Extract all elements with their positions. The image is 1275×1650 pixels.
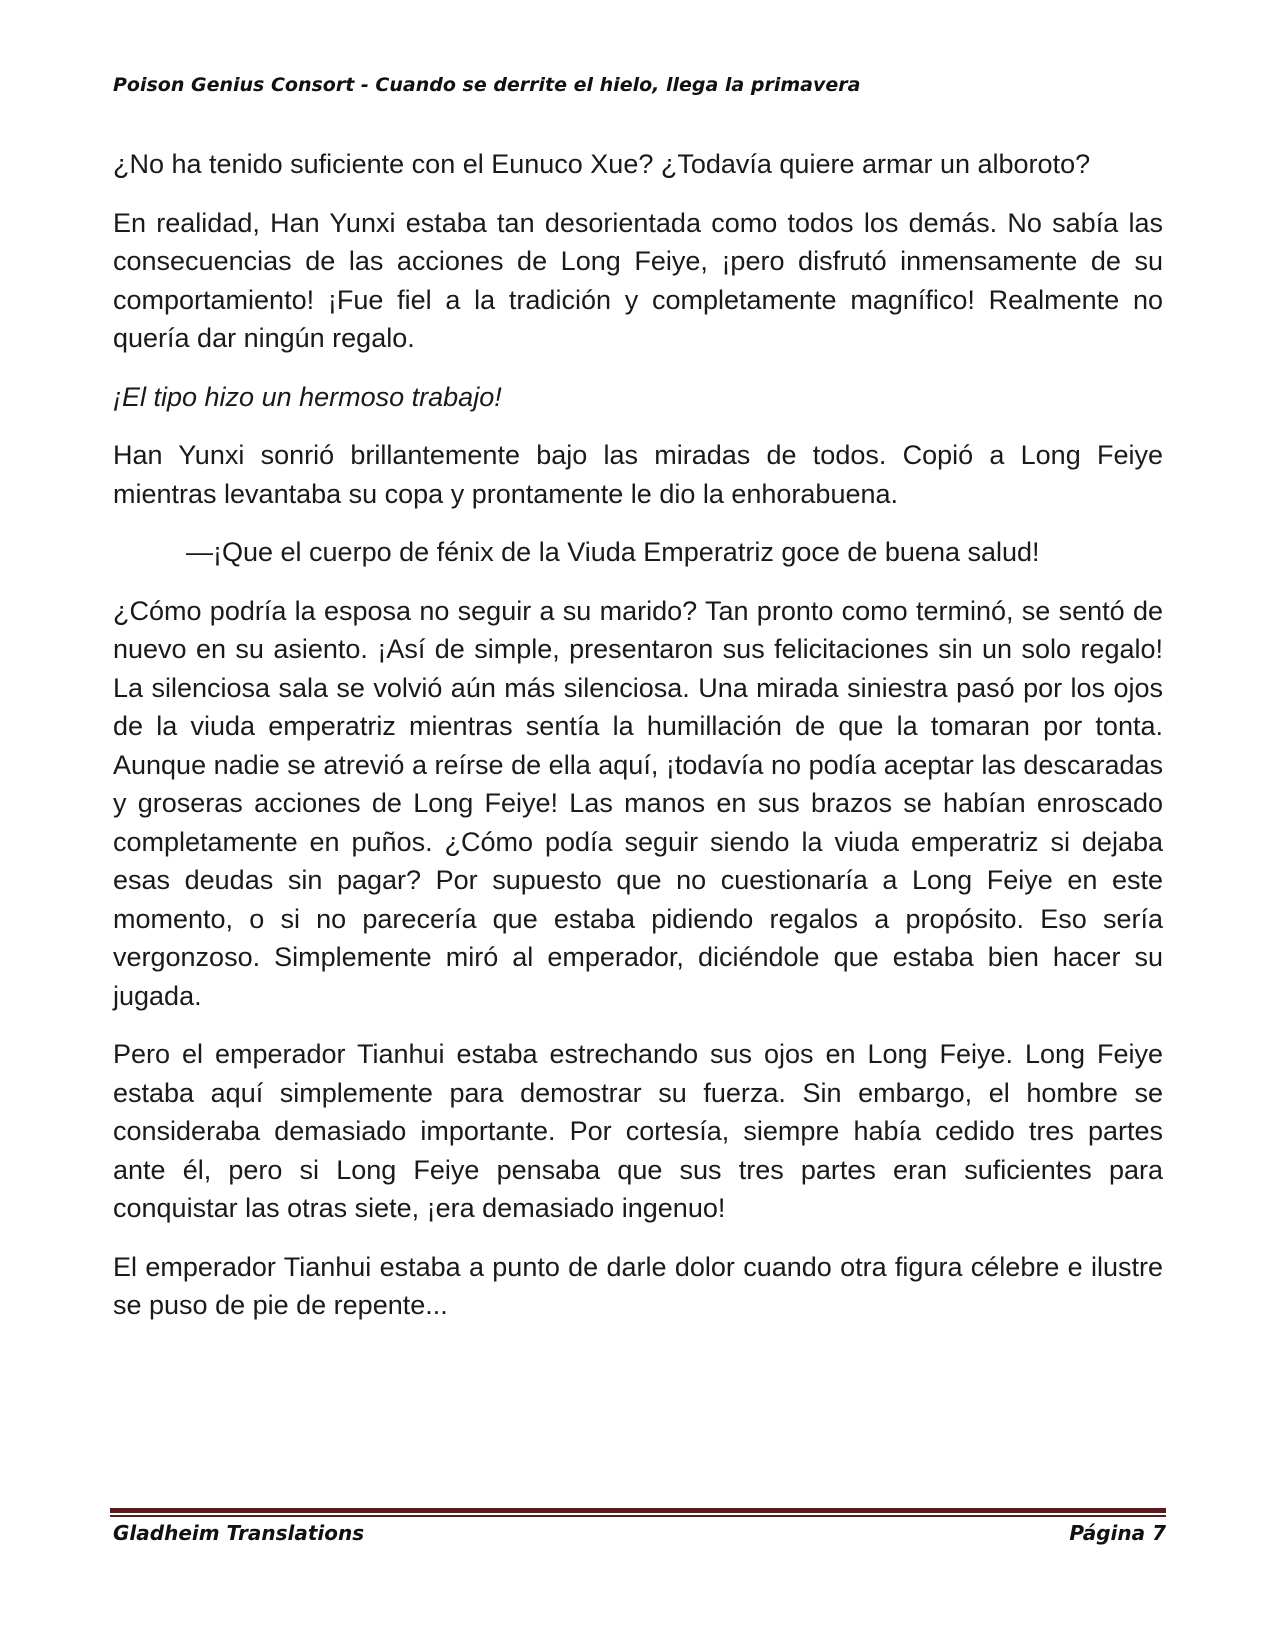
running-header: Poison Genius Consort - Cuando se derrite el hielo, llega la primavera [113,74,861,96]
paragraph-1: ¿No ha tenido suficiente con el Eunuco Xue? ¿Todavía quiere armar un alboroto? [113,149,1091,179]
paragraph-2: En realidad, Han Yunxi estaba tan desorientada como todos los demás. No sabía las consecuencias de las acciones de Long Feiye, ¡pero disfrutó inmensamente de su comportamiento! ¡Fue fiel a la tradición y completamente magnífico! Realmente no quería dar ningún regalo. [113,207,1163,353]
footer-divider-thin [110,1515,1166,1517]
footer-page-number: Página 7 [1069,1521,1166,1545]
paragraph-7: Pero el emperador Tianhui estaba estrechando sus ojos en Long Feiye. Long Feiye estaba aquí simplemente para demostrar su fuerza. Sin embargo, el hombre se consideraba demasiado importante. Por cortesía, siempre había cedido tres partes ante él, pero si Long Feiye pensaba que sus tres partes eran suficientes para conquistar las otras siete, ¡era demasiado ingenuo! [113,1039,1163,1223]
paragraph-8: El emperador Tianhui estaba a punto de darle dolor cuando otra figura célebre e ilustre se puso de pie de repente... [113,1251,1163,1320]
paragraph-4: Han Yunxi sonrió brillantemente bajo las miradas de todos. Copió a Long Feiye mientras levantaba su copa y prontamente le dio la enhorabuena. [113,440,1163,509]
footer-divider [110,1508,1166,1517]
paragraph-6: ¿Cómo podría la esposa no seguir a su marido? Tan pronto como terminó, se sentó de nuevo en su asiento. ¡Así de simple, presentaron sus felicitaciones sin un solo regalo! La silenciosa sala se volvió aún más silenciosa. Una mirada siniestra pasó por los ojos de la viuda emperatriz mientras sentía la humillación de que la tomaran por tonta. Aunque nadie se atrevió a reírse de ella aquí, ¡todavía no podía aceptar las descaradas y groseras acciones de Long Feiye! Las manos en sus brazos se habían enroscado completamente en puños. ¿Cómo podía seguir siendo la viuda emperatriz si dejaba esas deudas sin pagar? Por supuesto que no cuestionaría a Long Feiye en este momento, o si no parecería que estaba pidiendo regalos a propósito. Eso sería vergonzoso. Simplemente miró al emperador, diciéndole que estaba bien hacer su jugada. [113,595,1163,1011]
footer-publisher: Gladheim Translations [113,1521,365,1545]
body-text [113,145,1163,1345]
dialogue-line: —¡Que el cuerpo de fénix de la Viuda Emperatriz goce de buena salud! [186,537,1040,567]
paragraph-3-italic: ¡El tipo hizo un hermoso trabajo! [113,381,502,412]
footer-divider-thick [110,1508,1166,1513]
